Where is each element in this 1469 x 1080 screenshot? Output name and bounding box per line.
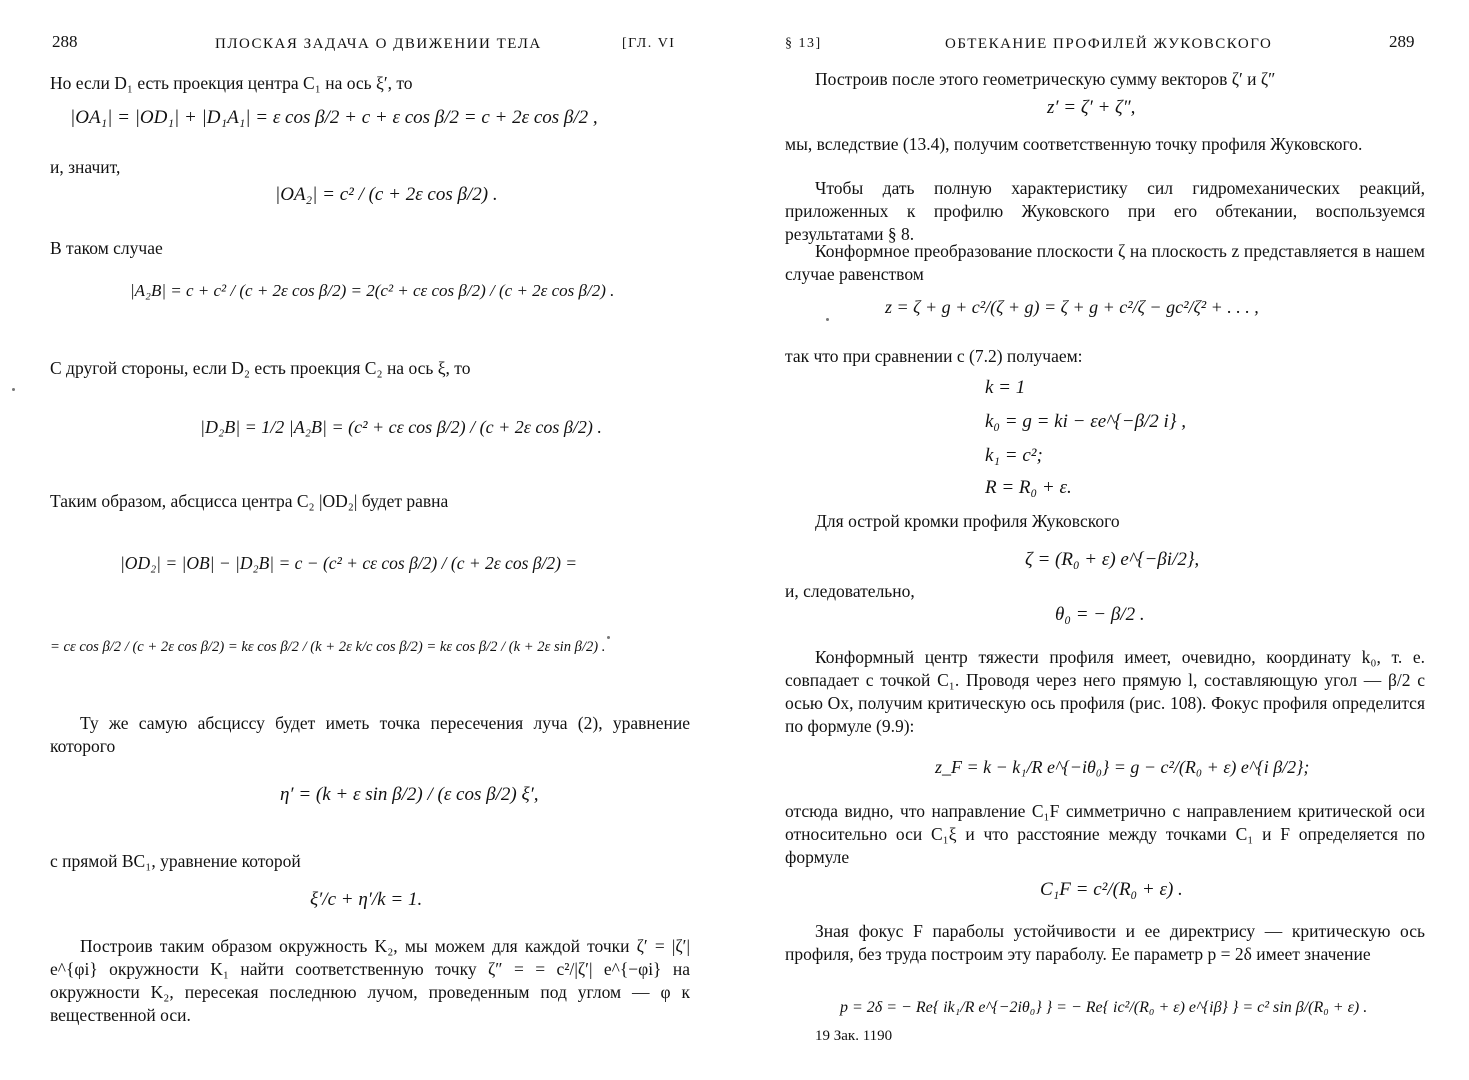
- right-equation-5: θ₀ = − β/2 .: [1055, 604, 1145, 625]
- right-equation-2: z = ζ + g + c²/(ζ + g) = ζ + g + c²/ζ − gc²/ζ² + . . . ,: [885, 297, 1259, 317]
- right-paragraph-9: отсюда видно, что направление C₁F симметрично с направлением критической оси относительно оси C₁ξ и что расстояние между точками C₁ и F определяется по формуле: [785, 801, 1425, 867]
- left-paragraph-6: Ту же самую абсциссу будет иметь точка пересечения луча (2), уравнение которого: [50, 713, 690, 756]
- right-page-number: 289: [1389, 32, 1415, 51]
- right-equation-3a: k = 1: [985, 377, 1026, 398]
- right-equation-6: z_F = k − k₁/R e^{−iθ₀} = g − c²/(R₀ + ε) e^{i β/2};: [935, 757, 1310, 777]
- right-page: [785, 0, 1425, 1080]
- right-paragraph-1: Построив после этого геометрическую сумму векторов ζ′ и ζ″: [815, 69, 1276, 89]
- left-paragraph-7: с прямой BC₁, уравнение которой: [50, 851, 301, 871]
- right-paragraph-10: Зная фокус F параболы устойчивости и ее директрису — критическую ось профиля, без труда построим эту параболу. Ее параметр p = 2δ имеет значение: [785, 921, 1425, 964]
- left-equation-3: |A₂B| = c + c² / (c + 2ε cos β/2) = 2(c² + cε cos β/2) / (c + 2ε cos β/2) .: [130, 281, 615, 300]
- right-paragraph-6: Для острой кромки профиля Жуковского: [815, 511, 1120, 531]
- left-paragraph-2: и, значит,: [50, 157, 121, 177]
- left-paragraph-4: С другой стороны, если D₂ есть проекция C₂ на ось ξ, то: [50, 358, 471, 378]
- left-running-title: ПЛОСКАЯ ЗАДАЧА О ДВИЖЕНИИ ТЕЛА: [215, 36, 542, 52]
- right-equation-3b: k₀ = g = ki − εe^{−β/2 i} ,: [985, 411, 1186, 432]
- right-equation-3d: R = R₀ + ε.: [985, 477, 1072, 498]
- left-paragraph-3: В таком случае: [50, 238, 163, 258]
- left-running-head: [50, 34, 690, 58]
- left-equation-5: |OD₂| = |OB| − |D₂B| = c − (c² + cε cos β/2) / (c + 2ε cos β/2) =: [120, 553, 578, 573]
- left-paragraph-1: Но если D₁ есть проекция центра C₁ на ось ξ′, то: [50, 73, 413, 93]
- scan-speck: [12, 388, 15, 391]
- right-paragraph-7: и, следовательно,: [785, 581, 915, 601]
- right-paragraph-3: Чтобы дать полную характеристику сил гидромеханических реакций, приложенных к профилю Жуковского при его обтекании, воспользуемся результатами § 8.: [785, 178, 1425, 244]
- right-footer-signature: 19 Зак. 1190: [815, 1028, 893, 1044]
- right-equation-3c: k₁ = c²;: [985, 445, 1043, 466]
- right-paragraph-4: Конформное преобразование плоскости ζ на плоскость z представляется в нашем случае равенством: [785, 241, 1425, 284]
- left-paragraph-8: Построив таким образом окружность K₂, мы можем для каждой точки ζ′ = |ζ′| e^{φi} окружности K₁ найти соответственную точку ζ″ = = c²/|ζ′| e^{−φi} на окружности K₂, пересекая последнюю лучом, проведенным под углом — φ к вещественной оси.: [50, 936, 690, 1025]
- left-equation-8: ξ′/c + η′/k = 1.: [310, 889, 423, 910]
- left-equation-6: = cε cos β/2 / (c + 2ε cos β/2) = kε cos β/2 / (k + 2ε k/c cos β/2) = kε cos β/2 / (k + 2ε sin β/2) .: [50, 639, 606, 655]
- scan-speck: [607, 636, 610, 639]
- left-page: [50, 0, 690, 1080]
- scan-speck: [826, 318, 829, 321]
- right-equation-7: C₁F = c²/(R₀ + ε) .: [1040, 879, 1183, 900]
- left-equation-2: |OA₂| = c² / (c + 2ε cos β/2) .: [275, 184, 498, 205]
- left-paragraph-5: Таким образом, абсцисса центра C₂ |OD₂| будет равна: [50, 491, 449, 511]
- right-running-title: ОБТЕКАНИЕ ПРОФИЛЕЙ ЖУКОВСКОГО: [945, 36, 1273, 52]
- left-equation-7: η′ = (k + ε sin β/2) / (ε cos β/2) ξ′,: [280, 784, 539, 805]
- left-chapter-mark: [ГЛ. VI: [622, 36, 676, 51]
- left-equation-4: |D₂B| = 1/2 |A₂B| = (c² + cε cos β/2) / (c + 2ε cos β/2) .: [200, 417, 602, 437]
- right-paragraph-5: так что при сравнении с (7.2) получаем:: [785, 346, 1083, 366]
- right-paragraph-8: Конформный центр тяжести профиля имеет, очевидно, координату k₀, т. е. совпадает с точкой C₁. Проводя через него прямую l, составляющую угол — β/2 с осью Ox, получим критическую ось профиля (рис. 108). Фокус профиля определится по формуле (9.9):: [785, 647, 1425, 736]
- left-page-number: 288: [52, 32, 78, 51]
- left-equation-1: |OA₁| = |OD₁| + |D₁A₁| = ε cos β/2 + c + ε cos β/2 = c + 2ε cos β/2 ,: [70, 107, 598, 128]
- right-running-head: [785, 34, 1425, 58]
- right-equation-4: ζ = (R₀ + ε) e^{−βi/2},: [1025, 549, 1200, 570]
- right-paragraph-2: мы, вследствие (13.4), получим соответственную точку профиля Жуковского.: [785, 134, 1363, 154]
- right-equation-8: p = 2δ = − Re{ ik₁/R e^{−2iθ₀} } = − Re{ ic²/(R₀ + ε) e^{iβ} } = c² sin β/(R₀ + ε) .: [840, 999, 1368, 1016]
- right-equation-1: z′ = ζ′ + ζ″,: [1047, 97, 1136, 118]
- right-section-mark: § 13]: [785, 36, 822, 51]
